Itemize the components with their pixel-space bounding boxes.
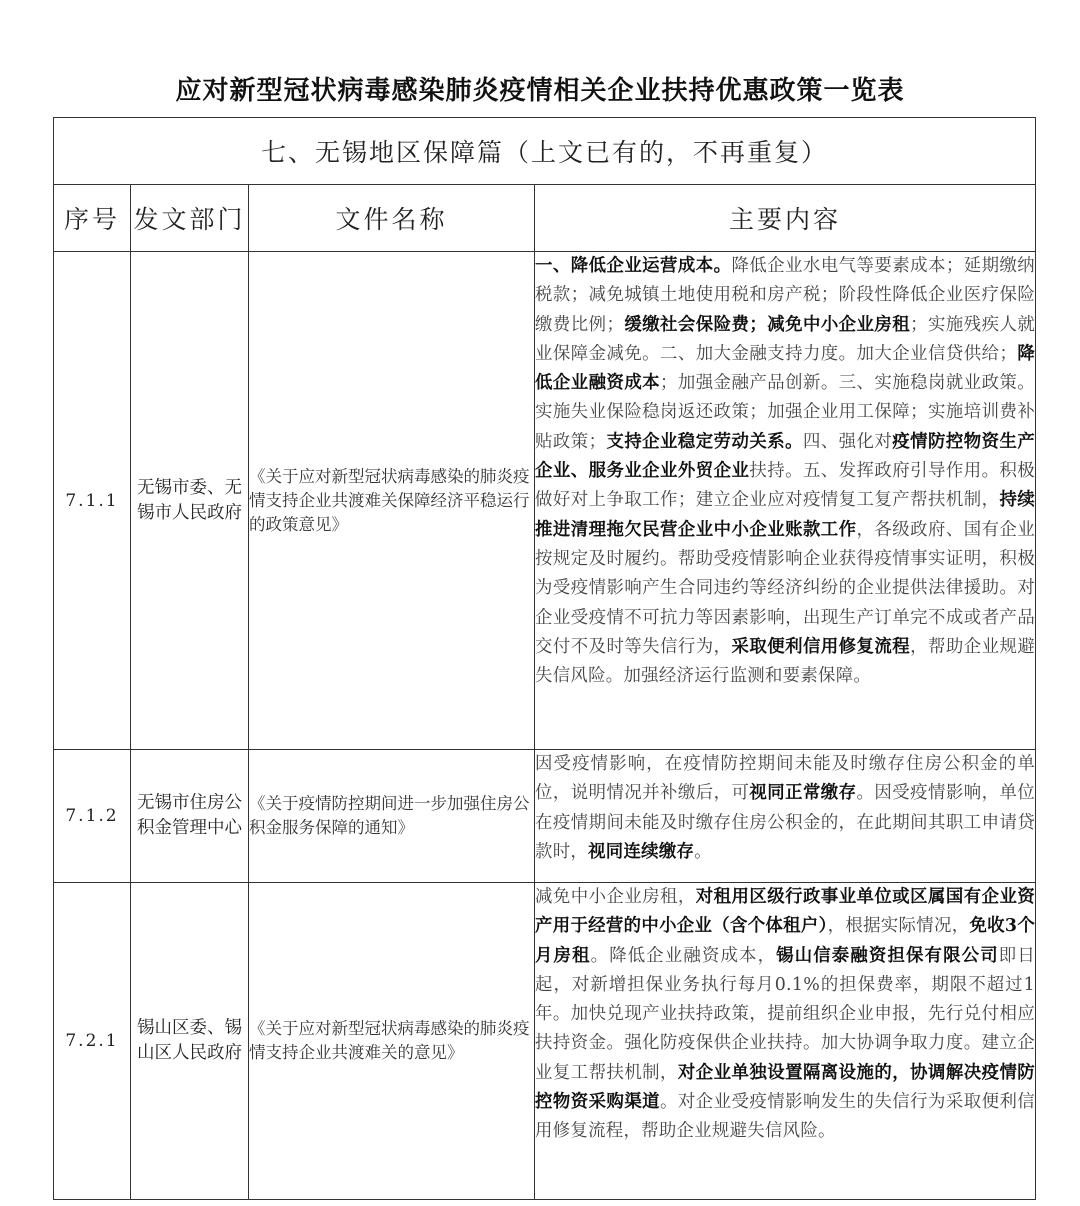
- main-content: [535, 252, 1036, 750]
- content-text: 扶持。五、发挥政府引导作用。积极做好对上争取工作；建立企业应对疫情复工复产帮扶机制，: [535, 461, 1035, 511]
- content-text: 即日起，对新增担保业务执行每月0.1%的担保费率，期限不超过1年。加快兑现产业扶持政策，提前组织企业申报，先行兑付相应扶持资金。强化防疫保供企业扶持。加大协调争取力度。建立企业复工帮扶机制，: [535, 945, 1036, 1083]
- content-text: ；加强金融产品创新。三、实施稳岗就业政策。实施失业保险稳岗返还政策；加强企业用工保障；实施培训费补贴政策；: [535, 373, 1036, 452]
- main-content: [535, 883, 1036, 1200]
- content-text: ；实施残疾人就业保障金减免。二、加大金融支持力度。加大企业信贷供给；: [535, 314, 1036, 364]
- document-title: 应对新型冠状病毒感染肺炎疫情相关企业扶持优惠政策一览表: [175, 76, 905, 106]
- row-number: 7.1.2: [54, 750, 131, 883]
- header-file: 文件名称: [249, 185, 535, 252]
- content-text: ，各级政府、国有企业按规定及时履约。帮助受疫情影响企业获得疫情事实证明，积极为受疫情影响产生合同违约等经济纠纷的企业提供法律援助。对企业受疫情不可抗力等因素影响，出现生产订单完不成或者产品交付不及时等失信行为，: [535, 519, 1036, 657]
- content-emphasis: 缓缴社会保险费；减免中小企业房租: [624, 314, 911, 335]
- section-heading: 七、无锡地区保障篇（上文已有的，不再重复）: [54, 118, 1036, 185]
- file-name: 《关于应对新型冠状病毒感染的肺炎疫情支持企业共渡难关的意见》: [249, 883, 535, 1200]
- header-dept: 发文部门: [131, 185, 249, 252]
- content-emphasis: 视同连续缴存: [588, 841, 695, 862]
- content-emphasis: 降低企业融资成本: [535, 343, 1036, 394]
- content-text: 减免中小企业房租，: [535, 887, 696, 907]
- content-text: 降低企业水电气等要素成本；延期缴纳税款；减免城镇土地使用税和房产税；阶段性降低企业医疗保险缴费比例；: [535, 256, 1036, 335]
- content-emphasis: 采取便利信用修复流程: [731, 636, 911, 657]
- content-text: 。: [694, 841, 712, 862]
- issuing-department: 锡山区委、锡山区人民政府: [131, 883, 249, 1200]
- main-content: [535, 750, 1036, 883]
- content-emphasis: 疫情防控物资生产企业、服务业企业外贸企业: [535, 431, 1036, 482]
- content-emphasis: 锡山信泰融资担保有限公司: [776, 945, 999, 966]
- content-emphasis: 对租用区级行政事业单位或区属国有企业资产用于经营的中小企业（含个体租户）: [535, 887, 1036, 937]
- content-emphasis: 一、降低企业运营成本。: [535, 256, 732, 276]
- content-text: ，根据实际情况，: [827, 916, 970, 937]
- issuing-department: 无锡市住房公积金管理中心: [131, 750, 249, 883]
- content-emphasis: 视同正常缴存: [749, 783, 857, 804]
- table-row: [54, 252, 1036, 750]
- header-content: 主要内容: [535, 185, 1036, 252]
- content-emphasis: 免收3个月房租: [535, 916, 1036, 966]
- content-emphasis: 支持企业稳定劳动关系。: [606, 431, 803, 452]
- content-emphasis: 持续推进清理拖欠民营企业中小企业账款工作: [535, 490, 1036, 540]
- policy-table: [53, 117, 1036, 1200]
- table-row: [54, 750, 1036, 883]
- content-emphasis: 对企业单独设置隔离设施的，协调解决疫情防控物资采购渠道: [535, 1062, 1035, 1113]
- file-name: 《关于应对新型冠状病毒感染的肺炎疫情支持企业共渡难关保障经济平稳运行的政策意见》: [249, 252, 535, 750]
- row-number: 7.1.1: [54, 252, 131, 750]
- content-text: 因受疫情影响，在疫情防控期间未能及时缴存住房公积金的单位，说明情况并补缴后，可: [535, 754, 1036, 804]
- content-text: ，帮助企业规避失信风险。加强经济运行监测和要素保障。: [535, 636, 1036, 687]
- file-name: 《关于疫情防控期间进一步加强住房公积金服务保障的通知》: [249, 750, 535, 883]
- content-text: 四、强化对: [802, 431, 893, 452]
- table-row: [54, 883, 1036, 1200]
- content-text: 。因受疫情影响，单位在疫情期间未能及时缴存住房公积金的，在此期间其职工申请贷款时，: [535, 783, 1036, 862]
- header-num: 序号: [54, 185, 131, 252]
- row-number: 7.2.1: [54, 883, 131, 1200]
- issuing-department: 无锡市委、无锡市人民政府: [131, 252, 249, 750]
- content-text: 。降低企业融资成本，: [590, 945, 777, 966]
- content-text: 。对企业受疫情影响发生的失信行为采取便利信用修复流程，帮助企业规避失信风险。: [535, 1092, 1036, 1142]
